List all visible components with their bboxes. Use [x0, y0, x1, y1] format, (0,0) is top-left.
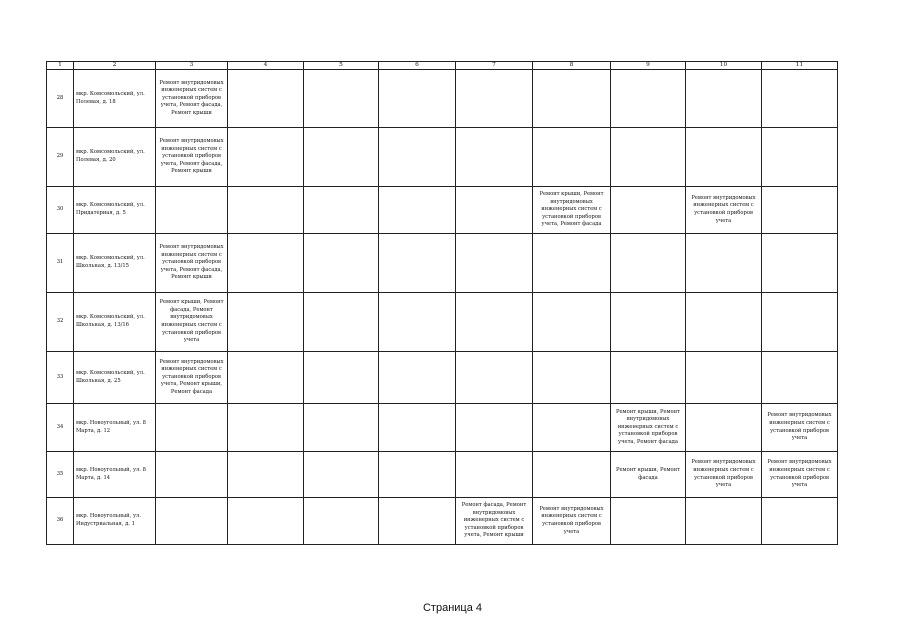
work-cell-col-10 — [686, 498, 762, 545]
table-body — [47, 62, 838, 545]
work-cell-col-3: Ремонт внутридомовых инженерных систем с установкой приборов учета, Ремонт фасада, Ремонт крыши — [156, 70, 228, 128]
work-cell-col-3: Ремонт внутридомовых инженерных систем с установкой приборов учета, Ремонт фасада, Ремонт крыши — [156, 234, 228, 293]
work-cell-col-6 — [379, 293, 456, 352]
column-header-11: 11 — [762, 62, 838, 70]
address-cell: мкр. Комсомольский, ул. Школьная, д. 13/15 — [74, 234, 156, 293]
work-cell-col-11 — [762, 234, 838, 293]
table-row — [47, 498, 838, 545]
work-cell-col-4 — [228, 352, 304, 404]
work-cell-col-8 — [533, 128, 611, 187]
work-cell-col-10 — [686, 234, 762, 293]
column-header-7: 7 — [456, 62, 533, 70]
work-cell-col-5 — [304, 128, 379, 187]
work-cell-col-10 — [686, 352, 762, 404]
work-cell-col-5 — [304, 452, 379, 498]
work-cell-col-10: Ремонт внутридомовых инженерных систем с установкой приборов учета — [686, 187, 762, 234]
address-cell: мкр. Новоугольный, ул. 8 Марта, д. 12 — [74, 404, 156, 452]
work-cell-col-6 — [379, 498, 456, 545]
row-number: 34 — [47, 404, 74, 452]
work-cell-col-9: Ремонт крыши, Ремонт фасада — [611, 452, 686, 498]
work-cell-col-11 — [762, 187, 838, 234]
work-cell-col-10 — [686, 128, 762, 187]
table-row — [47, 293, 838, 352]
work-cell-col-8: Ремонт внутридомовых инженерных систем с установкой приборов учета — [533, 498, 611, 545]
work-cell-col-5 — [304, 234, 379, 293]
capital-repair-schedule-table — [46, 61, 838, 545]
work-cell-col-10 — [686, 404, 762, 452]
work-cell-col-3: Ремонт внутридомовых инженерных систем с установкой приборов учета, Ремонт фасада, Ремонт крыши — [156, 128, 228, 187]
work-cell-col-6 — [379, 404, 456, 452]
work-cell-col-5 — [304, 70, 379, 128]
work-cell-col-7 — [456, 452, 533, 498]
row-number: 28 — [47, 70, 74, 128]
address-cell: мкр. Комсомольский, ул. Школьная, д. 25 — [74, 352, 156, 404]
table-row — [47, 70, 838, 128]
column-header-9: 9 — [611, 62, 686, 70]
address-cell: мкр. Комсомольский, ул. Полевая, д. 20 — [74, 128, 156, 187]
work-cell-col-7 — [456, 70, 533, 128]
work-cell-col-9: Ремонт крыши, Ремонт внутридомовых инженерных систем с установкой приборов учета, Ремонт фасада — [611, 404, 686, 452]
work-cell-col-6 — [379, 187, 456, 234]
row-number: 35 — [47, 452, 74, 498]
address-cell: мкр. Комсомольский, ул. Школьная, д. 13/16 — [74, 293, 156, 352]
column-header-3: 3 — [156, 62, 228, 70]
work-cell-col-8 — [533, 452, 611, 498]
work-cell-col-8 — [533, 352, 611, 404]
work-cell-col-10 — [686, 70, 762, 128]
work-cell-col-4 — [228, 187, 304, 234]
work-cell-col-7 — [456, 128, 533, 187]
work-cell-col-3: Ремонт внутридомовых инженерных систем с установкой приборов учета, Ремонт крыши, Ремонт фасада — [156, 352, 228, 404]
address-cell: мкр. Новоугольный, ул. 8 Марта, д. 14 — [74, 452, 156, 498]
work-cell-col-11: Ремонт внутридомовых инженерных систем с установкой приборов учета — [762, 452, 838, 498]
table-row — [47, 404, 838, 452]
work-cell-col-5 — [304, 498, 379, 545]
column-header-1: 1 — [47, 62, 74, 70]
row-number: 29 — [47, 128, 74, 187]
work-cell-col-8 — [533, 234, 611, 293]
work-cell-col-9 — [611, 352, 686, 404]
work-cell-col-10: Ремонт внутридомовых инженерных систем с установкой приборов учета — [686, 452, 762, 498]
work-cell-col-8: Ремонт крыши, Ремонт внутридомовых инженерных систем с установкой приборов учета, Ремонт фасада — [533, 187, 611, 234]
work-cell-col-4 — [228, 293, 304, 352]
work-cell-col-11 — [762, 498, 838, 545]
row-number: 33 — [47, 352, 74, 404]
work-cell-col-3 — [156, 404, 228, 452]
work-cell-col-8 — [533, 404, 611, 452]
table-header-row — [47, 62, 838, 70]
work-cell-col-4 — [228, 128, 304, 187]
work-cell-col-6 — [379, 452, 456, 498]
work-cell-col-4 — [228, 234, 304, 293]
work-cell-col-7: Ремонт фасада, Ремонт внутридомовых инженерных систем с установкой приборов учета, Ремонт крыши — [456, 498, 533, 545]
work-cell-col-9 — [611, 187, 686, 234]
address-cell: мкр. Новоугольный, ул. Индустриальная, д. 1 — [74, 498, 156, 545]
work-cell-col-3 — [156, 452, 228, 498]
work-cell-col-9 — [611, 128, 686, 187]
row-number: 36 — [47, 498, 74, 545]
row-number: 31 — [47, 234, 74, 293]
table-row — [47, 352, 838, 404]
work-cell-col-4 — [228, 452, 304, 498]
column-header-8: 8 — [533, 62, 611, 70]
column-header-5: 5 — [304, 62, 379, 70]
work-cell-col-3 — [156, 187, 228, 234]
work-cell-col-7 — [456, 352, 533, 404]
work-cell-col-3: Ремонт крыши, Ремонт фасада, Ремонт внутридомовых инженерных систем с установкой приборов учета — [156, 293, 228, 352]
work-cell-col-5 — [304, 352, 379, 404]
column-header-10: 10 — [686, 62, 762, 70]
work-cell-col-7 — [456, 293, 533, 352]
work-cell-col-10 — [686, 293, 762, 352]
work-cell-col-8 — [533, 70, 611, 128]
work-cell-col-11: Ремонт внутридомовых инженерных систем с установкой приборов учета — [762, 404, 838, 452]
work-cell-col-4 — [228, 70, 304, 128]
work-cell-col-11 — [762, 352, 838, 404]
work-cell-col-4 — [228, 498, 304, 545]
table-row — [47, 187, 838, 234]
work-cell-col-11 — [762, 293, 838, 352]
work-cell-col-9 — [611, 234, 686, 293]
row-number: 32 — [47, 293, 74, 352]
work-cell-col-5 — [304, 293, 379, 352]
work-cell-col-11 — [762, 128, 838, 187]
address-cell: мкр. Комсомольский, ул. Полевая, д. 18 — [74, 70, 156, 128]
address-cell: мкр. Комсомольский, ул. Придатериая, д. 5 — [74, 187, 156, 234]
row-number: 30 — [47, 187, 74, 234]
table-row — [47, 128, 838, 187]
work-cell-col-7 — [456, 404, 533, 452]
work-cell-col-3 — [156, 498, 228, 545]
work-cell-col-5 — [304, 187, 379, 234]
column-header-4: 4 — [228, 62, 304, 70]
work-cell-col-9 — [611, 70, 686, 128]
work-cell-col-6 — [379, 352, 456, 404]
table-row — [47, 234, 838, 293]
work-cell-col-7 — [456, 234, 533, 293]
work-cell-col-9 — [611, 293, 686, 352]
work-cell-col-8 — [533, 293, 611, 352]
work-cell-col-6 — [379, 128, 456, 187]
work-cell-col-6 — [379, 70, 456, 128]
work-cell-col-11 — [762, 70, 838, 128]
table-row — [47, 452, 838, 498]
work-cell-col-7 — [456, 187, 533, 234]
column-header-6: 6 — [379, 62, 456, 70]
work-cell-col-4 — [228, 404, 304, 452]
work-cell-col-9 — [611, 498, 686, 545]
page-number: Страница 4 — [422, 602, 483, 614]
column-header-2: 2 — [74, 62, 156, 70]
work-cell-col-6 — [379, 234, 456, 293]
work-cell-col-5 — [304, 404, 379, 452]
